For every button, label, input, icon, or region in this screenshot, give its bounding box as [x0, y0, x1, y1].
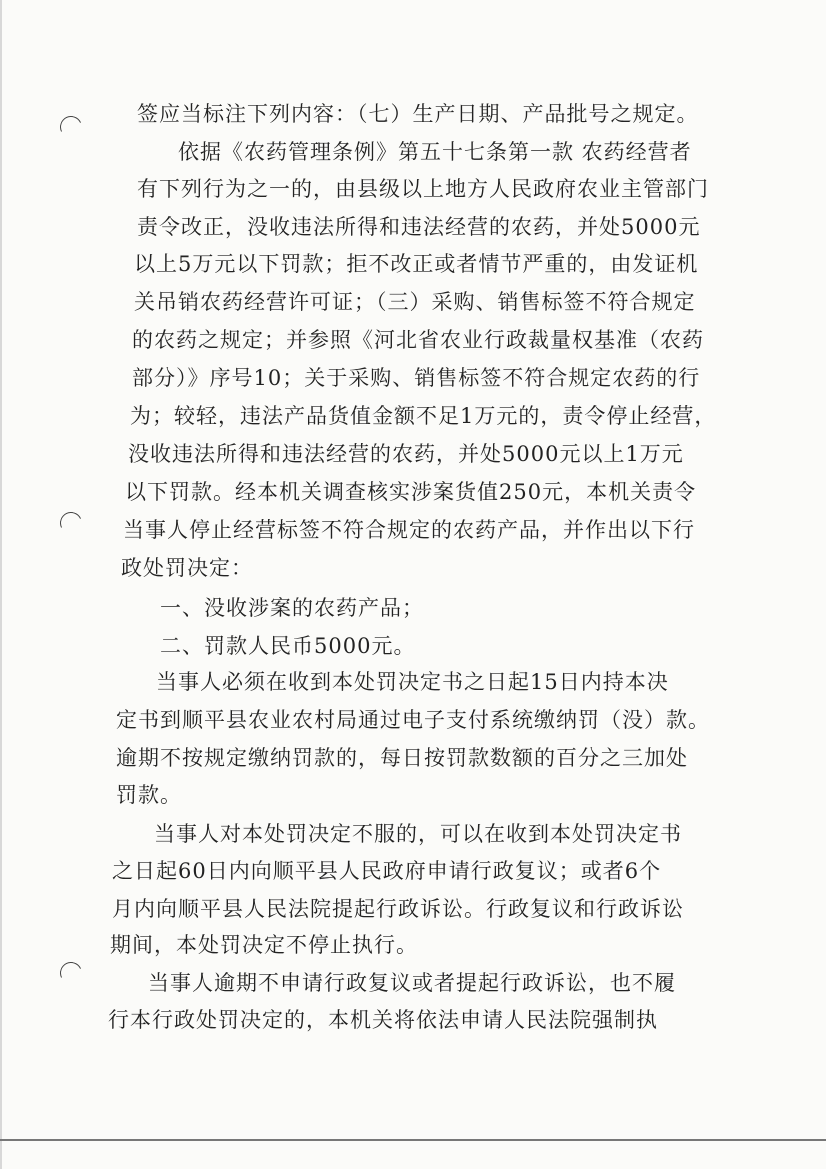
- text-line: 以下罚款。经本机关调查核实涉案货值250元，本机关责令: [125, 480, 697, 504]
- text-line: 当事人对本处罚决定不服的，可以在收到本处罚决定书: [154, 822, 682, 846]
- page-bottom-edge: [0, 1139, 826, 1141]
- text-line: 逾期不按规定缴纳罚款的，每日按罚款数额的百分之三加处: [116, 746, 688, 770]
- text-line: 政处罚决定：: [121, 556, 253, 580]
- list-item: 二、罚款人民币5000元。: [160, 634, 416, 658]
- text-line: 定书到顺平县农业农村局通过电子支付系统缴纳罚（没）款。: [116, 708, 710, 732]
- text-line: 当事人逾期不申请行政复议或者提起行政诉讼，也不履: [148, 971, 676, 995]
- text-line: 责令改正，没收违法所得和违法经营的农药，并处5000元: [137, 215, 701, 239]
- page-edge-shadow: [0, 0, 2, 1169]
- text-line: 行本行政处罚决定的，本机关将依法申请人民法院强制执: [108, 1008, 658, 1032]
- punch-hole-mark: [57, 509, 85, 537]
- text-line: 以上5万元以下罚款；拒不改正或者情节严重的，由发证机: [134, 252, 699, 276]
- text-line: 依据《农药管理条例》第五十七条第一款 农药经营者: [178, 140, 692, 164]
- text-line: 为；较轻，违法产品货值金额不足1万元的，责令停止经营，: [130, 404, 717, 428]
- text-line: 部分）》序号10；关于采购、销售标签不符合规定农药的行: [132, 366, 701, 390]
- text-line: 罚款。: [116, 783, 182, 807]
- text-line: 有下列行为之一的，由县级以上地方人民政府农业主管部门: [137, 177, 709, 201]
- text-line: 没收违法所得和违法经营的农药，并处5000元以上1万元: [128, 442, 684, 466]
- text-line: 之日起60日内向顺平县人民政府申请行政复议；或者6个: [112, 859, 662, 883]
- text-line: 的农药之规定；并参照《河北省农业行政裁量权基准（农药: [132, 328, 704, 352]
- text-line: 期间，本处罚决定不停止执行。: [110, 933, 418, 957]
- text-line: 签应当标注下列内容：（七）生产日期、产品批号之规定。: [137, 102, 699, 126]
- punch-hole-mark: [57, 959, 85, 987]
- text-line: 关吊销农药经营许可证；（三）采购、销售标签不符合规定: [134, 290, 696, 314]
- list-item: 一、没收涉案的农药产品；: [160, 596, 424, 620]
- text-line: 当事人停止经营标签不符合规定的农药产品，并作出以下行: [123, 518, 695, 542]
- text-line: 当事人必须在收到本处罚决定书之日起15日内持本决: [156, 670, 669, 694]
- punch-hole-mark: [57, 113, 85, 141]
- text-line: 月内向顺平县人民法院提起行政诉讼。行政复议和行政诉讼: [112, 897, 684, 921]
